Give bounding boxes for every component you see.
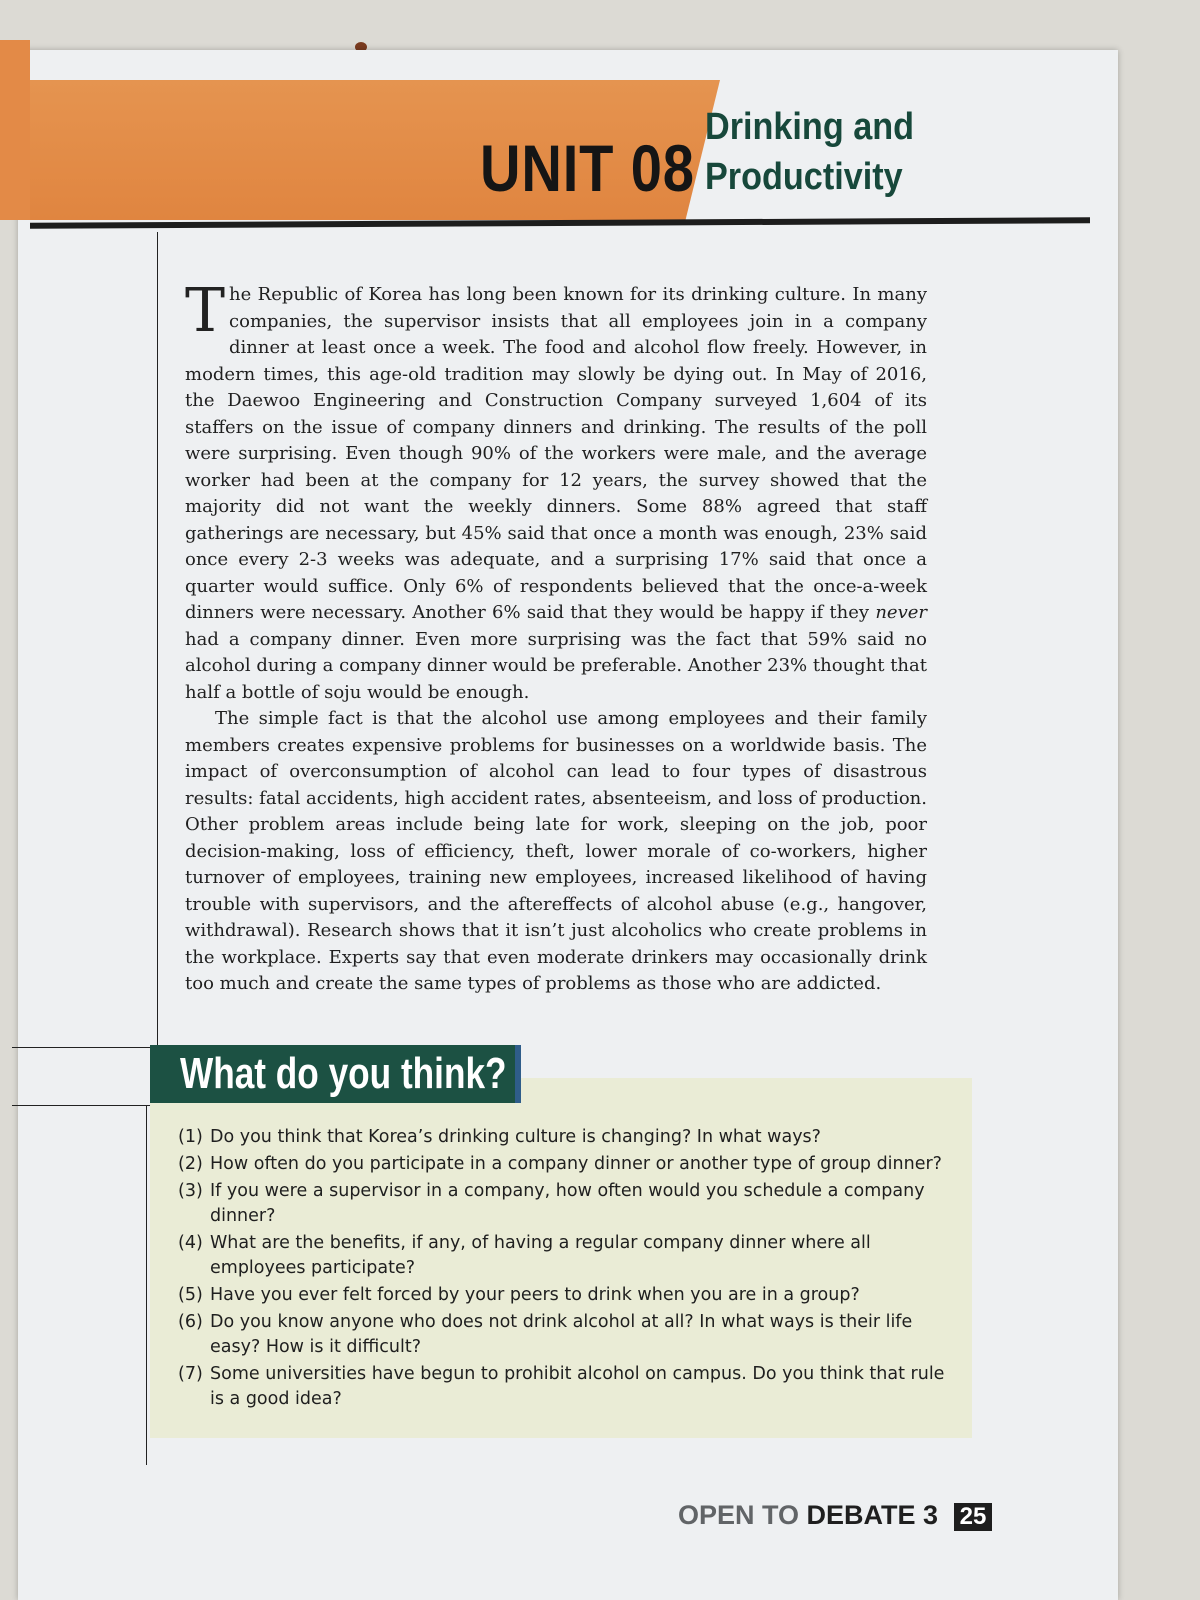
page-number: 25 — [954, 1503, 993, 1531]
series-name-open-to: OPEN TO — [678, 1500, 800, 1530]
discussion-heading-box — [150, 1045, 521, 1103]
question-item — [178, 1310, 948, 1360]
question-item — [178, 1179, 948, 1229]
page-footer — [678, 1500, 992, 1531]
unit-title-line1: Drinking and — [705, 106, 915, 148]
divider-rule-lower — [12, 1105, 152, 1106]
unit-title — [705, 102, 975, 202]
unit-header — [30, 80, 1090, 230]
question-list — [178, 1125, 948, 1414]
unit-number: UNIT 08 — [480, 131, 695, 205]
question-text: Have you ever felt forced by your peers to drink when you are in a group? — [210, 1285, 860, 1305]
paragraph-1-text: he Republic of Korea has long been known for its drinking culture. In many companies, the supervisor insists that all employees join in a company dinner at least once a week. The food and alcohol flow freely. However, in modern times, this age-old tradition may slowly be dying out. In May of 2016, the Daewoo Engineering and Construction Company surveyed 1,604 of its staffers on the issue of company dinners and drinking. The results of the poll were surprising. Even though 90% of the workers were male, and the average worker had been at the company for 12 years, the survey showed that the majority did not want the weekly dinners. Some 88% agreed that staff gatherings are necessary, but 45% said that once a month was enough, 23% said once every 2-3 weeks was adequate, and a surprising 17% said that once a quarter would suffice. Only 6% of respondents believed that the once-a-week dinners were necessary. Another 6% said that they would be happy if they — [185, 284, 927, 623]
margin-rule-bottom — [146, 1105, 147, 1465]
question-text: Do you think that Korea’s drinking culture is changing? In what ways? — [210, 1127, 821, 1147]
question-number: (4) — [178, 1233, 203, 1253]
question-item — [178, 1152, 948, 1177]
paragraph-1-end: had a company dinner. Even more surprising was the fact that 59% said no alcohol during a company dinner would be preferable. Another 23% thought that half a bottle of soju would be enough. — [185, 628, 927, 703]
question-number: (7) — [178, 1364, 203, 1384]
question-item — [178, 1231, 948, 1281]
unit-title-line2: Productivity — [705, 156, 903, 198]
reading-passage — [185, 276, 927, 998]
question-number: (3) — [178, 1181, 203, 1201]
margin-rule-top — [157, 232, 158, 1047]
divider-rule-upper — [12, 1047, 152, 1048]
question-text: What are the benefits, if any, of having a regular company dinner where all employees participate? — [210, 1233, 871, 1278]
series-name-debate: DEBATE 3 — [806, 1500, 939, 1530]
question-text: Do you know anyone who does not drink alcohol at all? In what ways is their life easy? How is it difficult? — [210, 1312, 913, 1357]
paragraph-1-emphasis: never — [875, 602, 927, 623]
discussion-heading: What do you think? — [180, 1049, 507, 1098]
question-number: (1) — [178, 1127, 203, 1147]
question-number: (6) — [178, 1312, 203, 1332]
question-text: How often do you participate in a company dinner or another type of group dinner? — [210, 1154, 942, 1174]
previous-page-edge — [0, 40, 30, 220]
question-number: (5) — [178, 1285, 203, 1305]
paragraph-1 — [185, 276, 927, 706]
question-text: If you were a supervisor in a company, how often would you schedule a company dinner? — [210, 1181, 925, 1226]
paragraph-2: The simple fact is that the alcohol use among employees and their family members creates expensive problems for businesses on a worldwide basis. The impact of overconsumption of alcohol can lead to four types of disastrous results: fatal accidents, high accident rates, absenteeism, and loss of production. Other problem areas include being late for work, sleeping on the job, poor decision-making, loss of efficiency, theft, lower morale of co-workers, higher turnover of employees, training new employees, increased likelihood of having trouble with supervisors, and the aftereffects of alcohol abuse (e.g., hangover, withdrawal). Research shows that it isn’t just alcoholics who create problems in the workplace. Experts say that even moderate drinkers may occasionally drink too much and create the same types of problems as those who are addicted. — [185, 708, 927, 994]
question-number: (2) — [178, 1154, 203, 1174]
question-text: Some universities have begun to prohibit alcohol on campus. Do you think that rule is a good idea? — [210, 1364, 945, 1409]
question-item — [178, 1283, 948, 1308]
drop-cap: T — [185, 276, 226, 346]
question-item — [178, 1362, 948, 1412]
question-item — [178, 1125, 948, 1150]
